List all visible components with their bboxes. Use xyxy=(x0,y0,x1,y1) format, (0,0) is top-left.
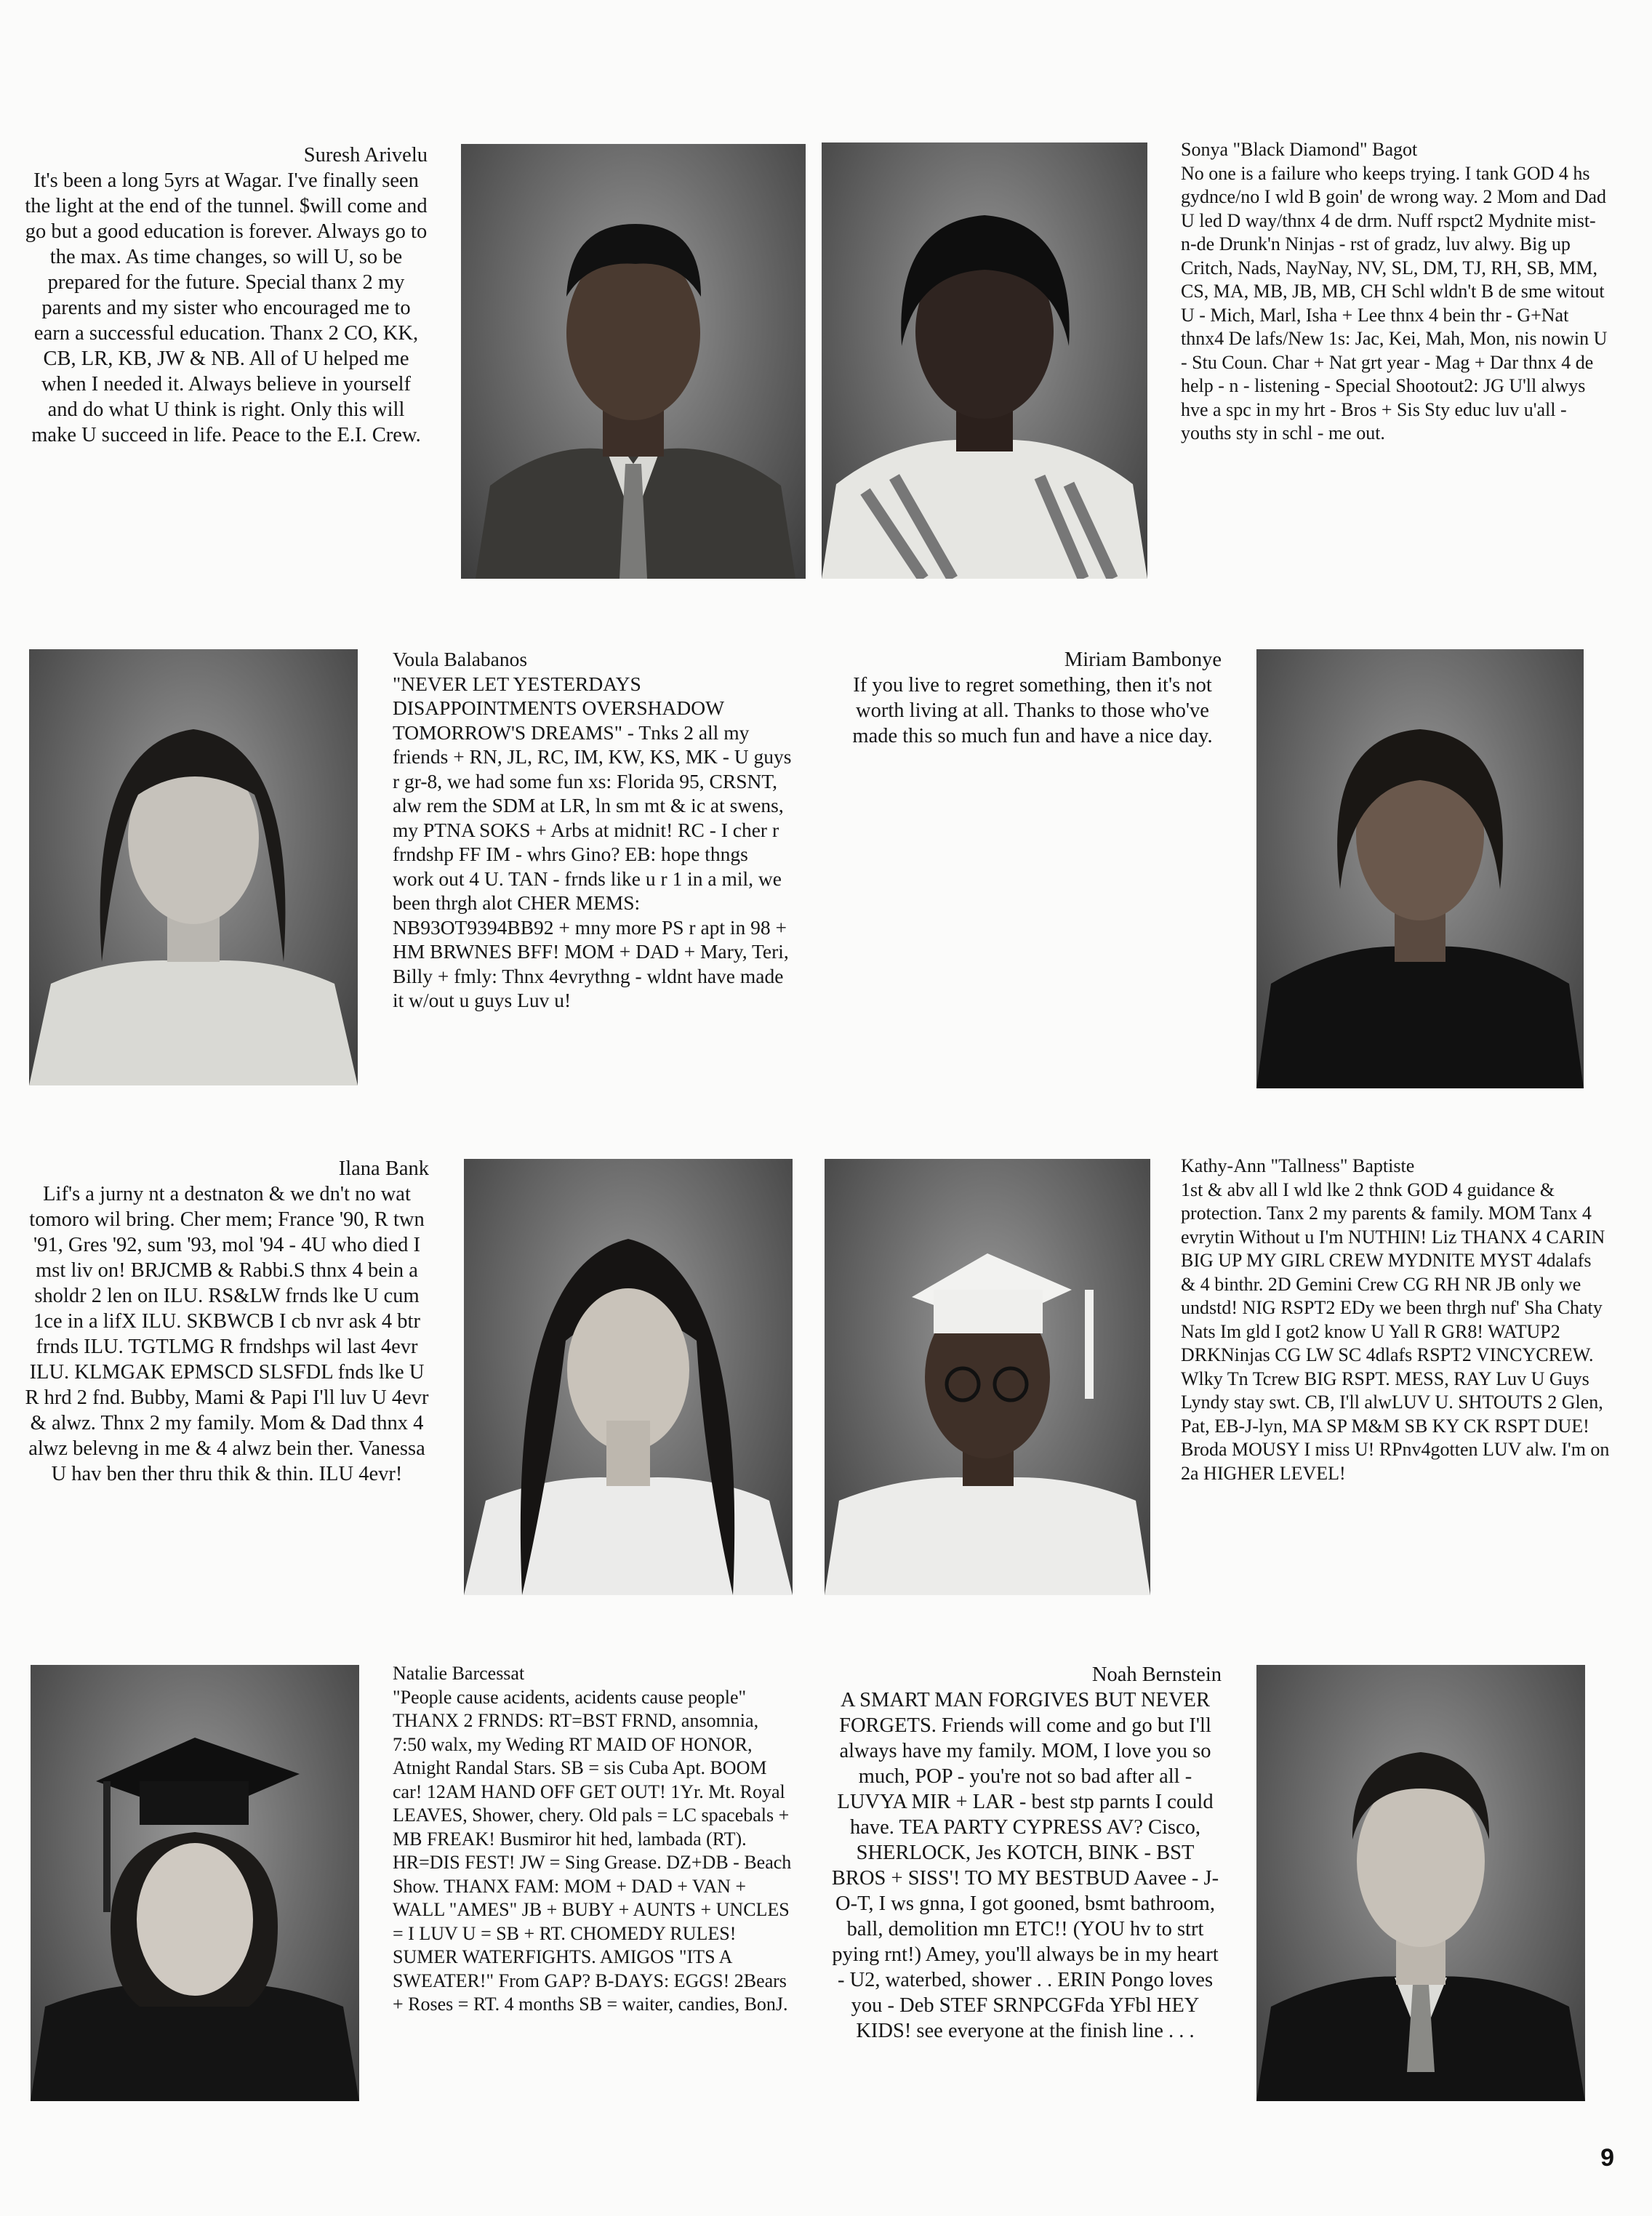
student-portrait-miriam-bambonye xyxy=(1256,649,1584,1088)
student-text-ilana-bank xyxy=(25,1156,429,1487)
student-name: Noah Bernstein xyxy=(1091,1663,1222,1686)
student-name: Kathy-Ann "Tallness" Baptiste xyxy=(1181,1155,1415,1176)
student-text-voula-balabanos xyxy=(393,647,794,1013)
portrait-figure xyxy=(464,1159,793,1595)
student-quote: A SMART MAN FORGIVES BUT NEVER FORGETS. Friends will come and go but I'll always have my family. MOM, I love you so much, POP - you're not so bad after all - LUVYA MIR + LAR - best stp parnts I could have. TEA PARTY CYPRESS AV? Cisco, SHERLOCK, Jes KOTCH, BINK - BST BROS + SISS'! TO MY BESTBUD Aavee - J-O-T, I ws gnna, I got gooned, bsmt bathroom, ball, demolition mn ETC!! (YOU hv to strt pying rnt!) Amey, you'll always be in my heart - U2, waterbed, shower . . ERIN Pongo loves you - Deb STEF SRNPCGFda YFbl HEY KIDS! see everyone at the finish line . . . xyxy=(831,1689,1219,2042)
student-quote: "NEVER LET YESTERDAYS DISAPPOINTMENTS OVERSHADOW TOMORROW'S DREAMS" - Tnks 2 all my friends + RN, JL, RC, IM, KW, KS, MK - U guys r gr-8, we had some fun xs: Florida 95, CRSNT, alw rem the SDM at LR, ln sm mt & ic at swens, my PTNA SOKS + Arbs at midnit! RC - I cher r frndshp FF IM - whrs Gino? EB: hope thngs work out 4 U. TAN - frnds like u r 1 in a mil, we been thrgh alot CHER MEMS: NB93OT9394BB92 + mny more PS r apt in 98 + HM BRWNES BFF! MOM + DAD + Mary, Teri, Billy + fmly: Thnx 4evrythng - wldnt have made it w/out u guys Luv u! xyxy=(393,672,792,1011)
student-portrait-kathy-ann-baptiste xyxy=(825,1159,1150,1595)
student-text-sonya-bagot xyxy=(1181,138,1610,446)
student-text-miriam-bambonye xyxy=(843,647,1222,749)
student-quote: No one is a failure who keeps trying. I tank GOD 4 hs gydnce/no I wld B goin' de wrong way. 2 Mom and Dad U led D way/thnx 4 de drm. Nuff rspct2 Mydnite mist-n-de Drunk'n Ninjas - rst of gradz, luv alwy. Big up Critch, Nads, NayNay, NV, SL, DM, TJ, RH, SB, MM, CS, MA, MB, JB, MB, CH Schl wldn't B de sme witout U - Mich, Marl, Isha + Lee thnx 4 bein thr - G+Nat thnx4 De lafs/New 1s: Jac, Kei, Mah, Mon, nis nowin U - Stu Coun. Char + Nat grt year - Mag + Dar thnx 4 de help - n - listening - Special Shootout2: JG U'll alwys hve a spc in my hrt - Bros + Sis Sty educ luv u'all - youths sty in schl - me out. xyxy=(1181,162,1608,443)
student-portrait-sonya-bagot xyxy=(822,142,1147,579)
portrait-figure xyxy=(461,144,806,579)
student-text-natalie-barcessat xyxy=(393,1662,795,2017)
student-quote: It's been a long 5yrs at Wagar. I've finally seen the light at the end of the tunnel. $will come and go but a good education is forever. Always go to the max. As time changes, so will U, so be prepared for the future. Special thanx 2 my parents and my sister who encouraged me to earn a successful education. Thanx 2 CO, KK, CB, LR, KB, JW & NB. All of U helped me when I needed it. Always believe in yourself and do what U think is right. Only this will make U succeed in life. Peace to the E.I. Crew. xyxy=(25,169,428,446)
portrait-figure xyxy=(1256,1665,1585,2101)
page-number: 9 xyxy=(1600,2144,1614,2172)
portrait-figure xyxy=(31,1665,359,2101)
student-portrait-noah-bernstein xyxy=(1256,1665,1585,2101)
student-portrait-voula-balabanos xyxy=(29,649,358,1085)
portrait-figure xyxy=(822,142,1147,579)
student-name: Suresh Arivelu xyxy=(303,144,428,166)
student-name: Sonya "Black Diamond" Bagot xyxy=(1181,139,1418,160)
student-text-noah-bernstein xyxy=(829,1662,1222,2044)
student-portrait-ilana-bank xyxy=(464,1159,793,1595)
student-text-suresh-arivelu xyxy=(25,142,428,448)
student-quote: If you live to regret something, then it's not worth living at all. Thanks to those who've made this so much fun and have a nice day. xyxy=(852,674,1213,747)
student-quote: Lif's a jurny nt a destnaton & we dn't no wat tomoro wil bring. Cher mem; France '90, R twn '91, Gres '92, sum '93, mol '94 - 4U who died I mst liv on! BRJCMB & Rabbi.S thnx 4 bein a sholdr 2 len on ILU. RS&LW frnds lke U cum 1ce in a lifX ILU. SKBWCB I cb nvr ask 4 btr frnds ILU. TGTLMG R frndshps wil last 4evr ILU. KLMGAK EPMSCD SLSFDL fnds lke U R hrd 2 fnd. Bubby, Mami & Papi I'll luv U 4evr & alwz. Thnx 2 my family. Mom & Dad thnx 4 alwz belevng in me & 4 alwz bein ther. Vanessa U hav ben ther thru thik & thin. ILU 4evr! xyxy=(25,1183,429,1485)
student-name: Voula Balabanos xyxy=(393,648,528,670)
portrait-figure xyxy=(1256,649,1584,1088)
portrait-figure xyxy=(825,1159,1150,1595)
student-name: Miriam Bambonye xyxy=(1064,649,1222,671)
student-quote: 1st & abv all I wld lke 2 thnk GOD 4 guidance & protection. Tanx 2 my parents & family. MOM Tanx 4 evrytin Without u I'm NUTHIN! Liz THANX 4 CARIN BIG UP MY GIRL CREW MYDNITE MYST 4dalafs & 4 binthr. 2D Gemini Crew CG RH NR JB only we undstd! NIG RSPT2 EDy we been thrgh nuf' Sha Chaty Nats Im gld I got2 know U Yall R GR8! WATUP2 DRKNinjas CG LW SC 4dlafs RSPT2 VINCYCREW. Wlky Tn Tcrew BIG RSPT. MESS, RAY Luv U Guys Lyndy stay swt. CB, I'll alwLUV U. SHTOUTS 2 Glen, Pat, EB-J-lyn, MA SP M&M SB KY CK RSPT DUE! Broda MOUSY I miss U! RPnv4gotten LUV alw. I'm on 2a HIGHER LEVEL! xyxy=(1181,1179,1610,1484)
student-text-kathy-ann-baptiste xyxy=(1181,1155,1610,1485)
student-quote: "People cause acidents, acidents cause people" THANX 2 FRNDS: RT=BST FRND, ansomnia, 7:50 walx, my Weding RT MAID OF HONOR, Atnight Randal Stars. SB = sis Cuba Apt. BOOM car! 12AM HAND OFF GET OUT! 1Yr. Mt. Royal LEAVES, Shower, chery. Old pals = LC spacebals + MB FREAK! Busmiror hit hed, lambada (RT). HR=DIS FEST! JW = Sing Grease. DZ+DB - Beach Show. THANX FAM: MOM + DAD + VAN + WALL "AMES" JB + BUBY + AUNTS + UNCLES = I LUV U = SB + RT. CHOMEDY RULES! SUMER WATERFIGHTS. AMIGOS "ITS A SWEATER!" From GAP? B-DAYS: EGGS! 2Bears + Roses = RT. 4 months SB = waiter, candies, BonJ. xyxy=(393,1686,792,2015)
student-portrait-natalie-barcessat xyxy=(31,1665,359,2101)
student-name: Ilana Bank xyxy=(338,1157,429,1180)
student-portrait-suresh-arivelu xyxy=(461,144,806,579)
portrait-figure xyxy=(29,649,358,1085)
student-name: Natalie Barcessat xyxy=(393,1663,525,1684)
